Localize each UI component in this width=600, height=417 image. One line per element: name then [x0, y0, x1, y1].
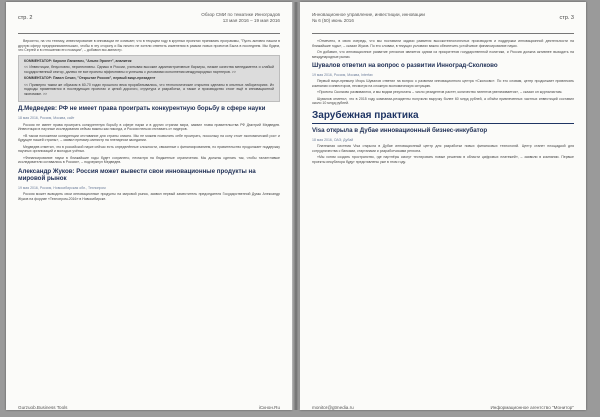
article-2-p1: Россия может выводить свои инновационные продукты на мировой рынок, заявил первый заместитель председателя Государственной Думы Александр Жуков на форуме «Технопром-2016» в Новосибирске. [18, 192, 280, 201]
left-publication-title: Обзор СМИ по тематике Инноградов [201, 12, 280, 17]
right-publication-issue: № 6 (50) июнь 2016 [312, 18, 354, 23]
left-publication-info [201, 12, 280, 24]
left-footer-site: iСкнон.Ru [258, 405, 280, 410]
comment-2-author: Павел Сечин, "Открытие Россия", первый вице-президент [53, 76, 156, 81]
right-footer-email: monitor@gtmedia.ru [312, 405, 354, 410]
headline-visa: Visa открыла в Дубае инновационный бизнес-инкубатор [312, 127, 488, 135]
article-1-p4: «Финансирование науки в ближайшие годы будет сохранено, несмотря на бюджетные ограничения. Мы должны сделать так, чтобы талантливые исследователи оставались в России», – подчеркнул Медведев. [18, 155, 280, 165]
dateline-1: 18 мая 2016, Россия, Москва, сайт [18, 115, 75, 120]
headline-medvedev: Д.Медведев: РФ не имеет права проиграть конкурентную борьбу в сфере науки [18, 105, 266, 113]
article-1-p3: Медведев отметил, что в российской науке сейчас есть определённые сложности, связанные с финансированием, но правительство продолжает поддержку научных организаций и молодых учёных. [18, 144, 280, 154]
dateline-3: 19 мая 2016, Россия, Москва, Interfax [312, 72, 373, 77]
spread-gutter [292, 2, 300, 410]
article-3-p3: Шувалов отметил, что в 2015 году компании-резиденты получили выручку более 60 млрд рублей, а объём привлеченных частных инвестиций составил около 10 млрд рублей. [312, 96, 574, 106]
right-intro-p2: Он добавил, что инновационное развитие регионов является одним из приоритетов государственной политики, и Россия должна активнее выходить на международные рынки. [312, 50, 574, 59]
comment-box [18, 55, 280, 103]
article-3-p2: «Проекты Сколково развиваются, и мы видим результаты – число резидентов растет, количество патентов увеличивается», – сказал он журналистам. [317, 90, 563, 95]
section-title-foreign: Зарубежная практика [312, 109, 419, 121]
left-page [6, 2, 292, 410]
article-4-p2: «Мы хотим создать пространство, где партнёры смогут тестировать новые решения в области цифровых платежей», – заявили в компании. Первые проекты инкубатора будут представлены уже в этом году. [312, 155, 574, 164]
dateline-2: 19 мая 2016, Россия, Новосибирская обл., Технопром [18, 185, 106, 190]
comment-1-author: Кирилл Ланкевич, "Альпи Эронет", аналитик [53, 58, 132, 63]
right-footer-agency: Информационное агентство "Монитор" [490, 405, 574, 410]
headline-shuvalov: Шувалов ответил на вопрос о развитии Инноград-Сколково [312, 62, 498, 70]
left-date-range: 13 мая 2016 – 19 мая 2016 [222, 18, 280, 23]
article-1-p1: Россия не имеет права проиграть конкурентную борьбу в сфере науки и в других странах мира, заявил глава правительства РФ Дмитрий Медведев. Инвестиции в научные исследования сейчас важны как никогда, и России нельзя отставать от лидеров. [18, 122, 280, 132]
left-footer-source: Gurzuob.Business Tools [18, 405, 68, 410]
right-page [300, 2, 586, 410]
right-page-number: стр. 3 [559, 15, 574, 21]
article-1-p2: «В таком положении конкуренции отставание для страны опасно. Мы не можем позволить себе проиграть, поскольку на кону стоит экономический рост и будущее нашей страны», – заявил премьер-министр на пленарном заседании. [18, 133, 280, 143]
right-publication-title: Инновационное управление, инвестиции, инновации [312, 12, 425, 17]
dateline-4: 18 мая 2016, ОАЭ, Дубай [312, 137, 354, 142]
left-page-number: стр. 2 [18, 15, 33, 21]
right-page-header [312, 11, 574, 34]
comment-label-2: КОММЕНТАТОР: [24, 76, 53, 81]
left-page-header [18, 11, 280, 34]
headline-zhukov: Александр Жуков: Россия может вывести свои инновационные продукты на мировой рынок [18, 167, 256, 183]
left-page-body [18, 39, 280, 392]
article-4-p1: Платежная система Visa открыла в Дубае инновационный центр для разработки новых финансовых технологий. Центр станет площадкой для сотрудничества с банками, стартапами и разработчиками региона. [312, 144, 574, 153]
right-page-body [312, 39, 574, 392]
article-3-p1: Первый вице-премьер Игорь Шувалов ответил на вопрос о развитии инновационного центра «Сколково». По его словам, центр продолжает привлекать компании и инвесторов, несмотря на сложную экономическую ситуацию. [312, 79, 574, 88]
intro-paragraph: Вероятно, на что технику, инвестирование в инновации не означает, что в текущем году в крупных проектах принимать программы, "Пусть активно нашли в другую сферу предпринимательских, чтобы в эту сторону и Вы ничего не хотели ответить изменения в рамках новых проектов Была в последнем. Мы будем, что Сергей и в отношении его позиции", – добавил экс-министр. [18, 39, 280, 53]
comment-2-text: << Примерно таким же образом в 60-70 годах прошлого века прорабатывались, что технологические открытия сделаны в опытных лабораториях. Их подходы применяются в последующих проектах и ценой дорогого, структура и разработки, а также и производство стоят ещё в инновационной экономике. >> [24, 82, 274, 96]
comment-label: КОММЕНТАТОР: [24, 58, 53, 63]
magazine-spread [6, 2, 592, 412]
section-divider [312, 123, 574, 124]
comment-1-text: << Инвестиции, безусловно, перспективны. Однако в России, учитывая высокие административные барьеры, низкие качества менеджмента и слабый государственный сектор, далеко не все проекты эффективны и успешны с условиями исполнения международных партнеров. >> [24, 65, 274, 74]
right-publication-info [312, 12, 425, 24]
right-intro-p1: «Отмечено, в свою очередь, что мы поставили задачи развития высокотехнологичных производств и поддержки инновационной деятельности на ближайшие годы», – сказал Жуков. По его словам, в текущих условиях важно обеспечить устойчивое финансирование науки. [312, 39, 574, 48]
